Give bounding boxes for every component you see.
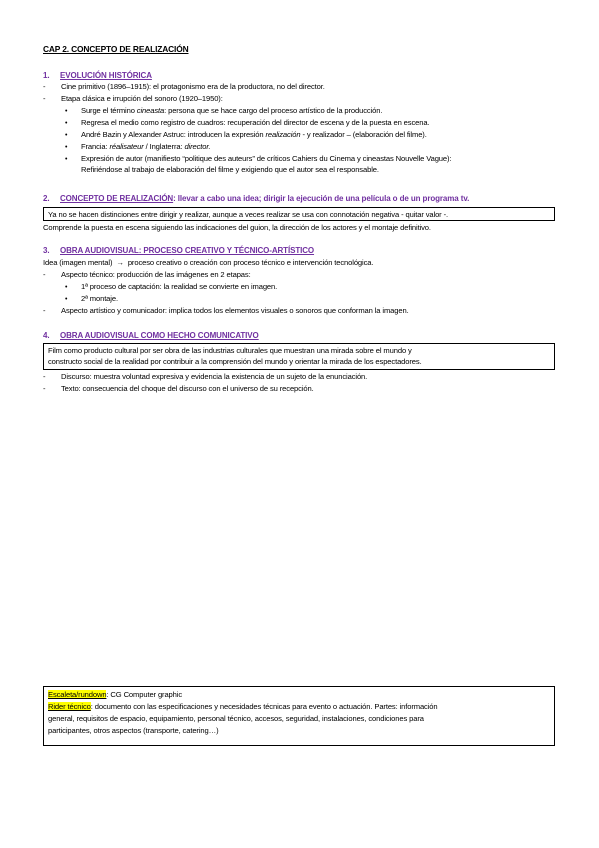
glossary-box: [43, 686, 555, 746]
list-item-text: Aspecto técnico: producción de las imágenes en 2 etapas:: [61, 270, 251, 279]
dash-bullet: -: [43, 372, 46, 381]
sub-text: Regresa el medio como registro de cuadros: recuperación del director de escena y de la puesta en escena.: [81, 118, 430, 127]
dash-bullet: -: [43, 384, 46, 393]
boxed-line: Film como producto cultural por ser obra de las industrias culturales que muestran una mirada sobre el mundo y: [48, 346, 412, 355]
paragraph: [43, 258, 373, 268]
list-item-text: Etapa clásica e irrupción del sonoro (1920–1950):: [61, 94, 223, 103]
sub-text-pre: Francia:: [81, 142, 110, 151]
paragraph: Comprende la puesta en escena siguiendo las indicaciones del guion, la dirección de los actores y el montaje definitivo.: [43, 223, 431, 232]
sub-text: Expresión de autor (manifiesto “politique des auteurs” de críticos Cahiers du Cinema y cineastas Nouvelle Vague):: [81, 154, 452, 163]
section-number: 4.: [43, 331, 50, 340]
section-title: CONCEPTO DE REALIZACIÓN: [60, 194, 174, 203]
glossary-definition-line: participantes, otros aspectos (transporte, catering…): [48, 726, 219, 735]
section-title: EVOLUCIÓN HISTÓRICA: [60, 71, 152, 80]
sub-text: 1ª proceso de captación: la realidad se convierte en imagen.: [81, 282, 278, 291]
bullet-icon: •: [65, 120, 68, 127]
section-title: OBRA AUDIOVISUAL: PROCESO CREATIVO Y TÉCNICO-ARTÍSTICO: [60, 246, 315, 255]
glossary-term: Rider técnico: [48, 702, 91, 711]
glossary-entry: [48, 689, 550, 701]
section-3-heading: [43, 246, 314, 255]
dash-bullet: -: [43, 82, 46, 91]
bullet-icon: •: [65, 296, 68, 303]
page-title: CAP 2. CONCEPTO DE REALIZACIÓN: [43, 44, 189, 54]
arrow-right-icon: →: [116, 258, 124, 267]
boxed-line: constructo social de la realidad por contribuir a la comprensión del mundo y orientar la mirada de los espectadores.: [48, 357, 422, 366]
section-2-heading: [43, 194, 469, 203]
bullet-icon: •: [65, 284, 68, 291]
intro-text-pre: Idea (imagen mental): [43, 258, 115, 267]
list-item: [43, 384, 314, 394]
list-item: [43, 372, 367, 382]
intro-text-post: proceso creativo o creación con proceso técnico e intervención tecnológica.: [125, 258, 374, 267]
sub-list-item: [65, 282, 277, 293]
sub-list-item: [65, 106, 382, 117]
sub-text-em: réalisateur: [109, 142, 144, 151]
list-item-text: Discurso: muestra voluntad expresiva y evidencia la existencia de un sujeto de la enunciación.: [61, 372, 368, 381]
glossary-entry: [48, 701, 550, 713]
sub-text-post: - y realizador – (elaboración del filme).: [300, 130, 427, 139]
list-item: [43, 82, 325, 92]
sub-list-item: [65, 130, 427, 141]
boxed-note: Ya no se hacen distinciones entre dirigir y realizar, aunque a veces realizar se usa con connotación negativa - quitar valor -.: [43, 207, 555, 221]
glossary-definition: : documento con las especificaciones y necesidades técnicas para evento o actuación. Partes: información: [90, 702, 438, 711]
glossary-term: Escaleta/rundown: [48, 690, 107, 699]
sub-text-mid: / Inglaterra:: [143, 142, 185, 151]
list-item: [43, 270, 251, 280]
list-item: [43, 94, 223, 104]
sub-text-pre: Surge el término: [81, 106, 137, 115]
sub-text-post: : persona que se hace cargo del proceso artístico de la producción.: [164, 106, 383, 115]
list-item-text: Texto: consecuencia del choque del discurso con el universo de su recepción.: [61, 384, 314, 393]
sub-list-item: [65, 154, 451, 165]
glossary-definition: : CG Computer graphic: [106, 690, 183, 699]
section-title-rest: : llevar a cabo una idea; dirigir la ejecución de una película o de un programa tv.: [173, 194, 470, 203]
bullet-icon: •: [65, 108, 68, 115]
dash-bullet: -: [43, 270, 46, 279]
section-title: OBRA AUDIOVISUAL COMO HECHO COMUNICATIVO: [60, 331, 259, 340]
sub-list-item-continuation: Refiriéndose al trabajo de elaboración del filme y exigiendo que el autor sea el responsable.: [81, 165, 379, 174]
section-number: 1.: [43, 71, 50, 80]
section-number: 2.: [43, 194, 50, 203]
bullet-icon: •: [65, 144, 68, 151]
boxed-note: [43, 343, 555, 370]
sub-list-item: [65, 294, 118, 305]
section-number: 3.: [43, 246, 50, 255]
list-item-text: Aspecto artístico y comunicador: implica todos los elementos visuales o sonoros que conforman la imagen.: [61, 306, 409, 315]
sub-list-item: [65, 118, 429, 129]
glossary-definition-line: general, requisitos de espacio, equipamiento, personal técnico, accesos, seguridad, instalaciones, condiciones para: [48, 714, 424, 723]
sub-text-em: realización: [265, 130, 301, 139]
bullet-icon: •: [65, 132, 68, 139]
section-4-heading: [43, 331, 259, 340]
list-item: [43, 306, 409, 316]
dash-bullet: -: [43, 306, 46, 315]
sub-text-em: cineasta: [136, 106, 165, 115]
dash-bullet: -: [43, 94, 46, 103]
sub-text-pre: André Bazin y Alexander Astruc: introducen la expresión: [81, 130, 266, 139]
bullet-icon: •: [65, 156, 68, 163]
sub-list-item: [65, 142, 211, 153]
section-1-heading: [43, 71, 152, 80]
list-item-text: Cine primitivo (1896–1915): el protagonismo era de la productora, no del director.: [61, 82, 325, 91]
sub-text: 2ª montaje.: [81, 294, 118, 303]
sub-text-em: director.: [184, 142, 211, 151]
